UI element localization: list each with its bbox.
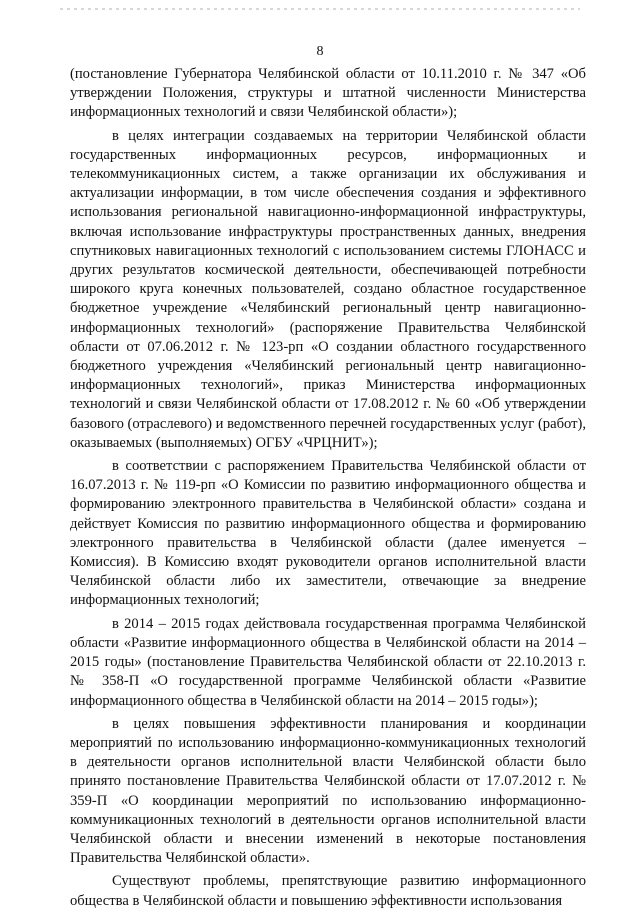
paragraph-2: в целях интеграции создаваемых на территории Челябинской области государственных информационных ресурсов, информационных и телекоммуникационных систем, а также организации их обслуживания и актуализации информации, в том числе обеспечения создания и эффективного использования региональной навигационно-информационной инфраструктуры, включая использование инфраструктуры пространственных данных, внедрения спутниковых навигационных технологий с использованием системы ГЛОНАСС и других результатов космической деятельности, обеспечивающей потребности широкого круга конечных пользователей, создано областное государственное бюджетное учреждение «Челябинский региональный центр навигационно-информационных технологий» (распоряжение Правительства Челябинской области от 07.06.2012 г. № 123-рп «О создании областного государственного бюджетного учреждения «Челябинский региональный центр навигационно-информационных технологий», приказ Министерства информационных технологий и связи Челябинской области от 17.08.2012 г. № 60 «Об утверждении базового (отраслевого) и ведомственного перечней государственных услуг (работ), оказываемых (выполняемых) ОГБУ «ЧРЦНИТ»); — [70, 127, 586, 451]
scan-artifact — [60, 8, 580, 10]
page-number: 8 — [316, 44, 324, 59]
paragraph-3: в соответствии с распоряжением Правительства Челябинской области от 16.07.2013 г. № 119-рп «О Комиссии по развитию информационного общества и формированию электронного правительства в Челябинской области» создана и действует Комиссия по развитию информационного общества и формированию электронного правительства в Челябинской области (далее именуется – Комиссия). В Комиссию входят руководители органов исполнительной власти Челябинской области либо их заместители, отвечающие за внедрение информационных технологий; — [70, 458, 586, 609]
document-body — [70, 65, 586, 915]
paragraph-1: (постановление Губернатора Челябинской области от 10.11.2010 г. № 347 «Об утверждении Положения, структуры и штатной численности Министерства информационных технологий и связи Челябинской области»); — [70, 66, 586, 121]
paragraph-4: в 2014 – 2015 годах действовала государственная программа Челябинской области «Развитие информационного общества в Челябинской области на 2014 – 2015 годы» (постановление Правительства Челябинской области от 22.10.2013 г. № 358-П «О государственной программе Челябинской области «Развитие информационного общества в Челябинской области на 2014 – 2015 годы»); — [70, 615, 586, 709]
paragraph-6: Существуют проблемы, препятствующие развитию информационного общества в Челябинской области и повышению эффективности использования — [70, 873, 586, 909]
paragraph-5: в целях повышения эффективности планирования и координации мероприятий по использованию информационно-коммуникационных технологий в деятельности органов исполнительной власти Челябинской области было принято постановление Правительства Челябинской области от 17.07.2012 г. № 359-П «О координации мероприятий по использованию информационно-коммуникационных технологий в деятельности органов исполнительной власти Челябинской области и внесении изменений в некоторые постановления Правительства Челябинской области». — [70, 715, 586, 867]
